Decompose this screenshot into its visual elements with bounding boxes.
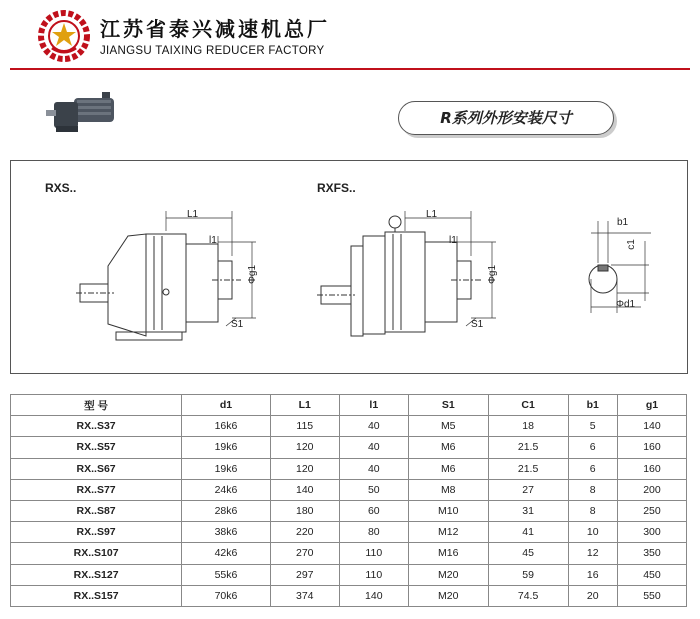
table-cell: RX..S67 <box>11 458 182 479</box>
table-cell: 300 <box>617 522 686 543</box>
table-cell: 6 <box>568 437 617 458</box>
company-name-cn: 江苏省泰兴减速机总厂 <box>100 17 330 41</box>
table-cell: 120 <box>270 458 339 479</box>
table-cell: 8 <box>568 479 617 500</box>
table-cell: 180 <box>270 500 339 521</box>
table-cell: M6 <box>408 437 488 458</box>
table-cell: 16 <box>568 564 617 585</box>
dim-l1-rxs: l1 <box>209 235 217 246</box>
table-header-row <box>11 395 687 416</box>
table-row <box>11 543 687 564</box>
table-cell: 38k6 <box>182 522 271 543</box>
dimension-drawing-panel <box>10 160 688 374</box>
dim-g1-rxfs: Φg1 <box>487 264 499 285</box>
table-cell: 220 <box>270 522 339 543</box>
table-cell: 140 <box>270 479 339 500</box>
table-cell: 41 <box>488 522 568 543</box>
company-name-en: JIANGSU TAIXING REDUCER FACTORY <box>100 45 325 57</box>
table-cell: M5 <box>408 416 488 437</box>
table-cell: 70k6 <box>182 585 271 606</box>
table-cell: 16k6 <box>182 416 271 437</box>
table-row <box>11 564 687 585</box>
table-cell: 450 <box>617 564 686 585</box>
dim-S1-rxs: S1 <box>231 319 244 330</box>
header-cell: l1 <box>339 395 408 416</box>
table-cell: 28k6 <box>182 500 271 521</box>
table-cell: RX..S87 <box>11 500 182 521</box>
table-cell: 160 <box>617 458 686 479</box>
table-cell: 74.5 <box>488 585 568 606</box>
dim-d1: Φd1 <box>616 299 636 310</box>
table-cell: 12 <box>568 543 617 564</box>
table-cell: 45 <box>488 543 568 564</box>
header-cell: b1 <box>568 395 617 416</box>
table-cell: RX..S37 <box>11 416 182 437</box>
table-cell: 31 <box>488 500 568 521</box>
table-cell: 21.5 <box>488 458 568 479</box>
table-cell: M12 <box>408 522 488 543</box>
table-cell: 40 <box>339 416 408 437</box>
table-row <box>11 522 687 543</box>
dim-L1-rxfs: L1 <box>426 209 438 220</box>
header-divider <box>10 68 690 70</box>
table-row <box>11 500 687 521</box>
table-cell: 8 <box>568 500 617 521</box>
table-cell: 5 <box>568 416 617 437</box>
table-cell: 115 <box>270 416 339 437</box>
table-cell: RX..S157 <box>11 585 182 606</box>
table-cell: 18 <box>488 416 568 437</box>
table-cell: 55k6 <box>182 564 271 585</box>
dimension-table <box>10 394 687 607</box>
table-cell: 297 <box>270 564 339 585</box>
table-cell: 374 <box>270 585 339 606</box>
rxfs-label: RXFS.. <box>317 181 356 195</box>
table-row <box>11 458 687 479</box>
dim-L1-rxs: L1 <box>187 209 199 220</box>
table-cell: 250 <box>617 500 686 521</box>
table-cell: 140 <box>617 416 686 437</box>
table-cell: RX..S127 <box>11 564 182 585</box>
header-cell: S1 <box>408 395 488 416</box>
table-cell: 140 <box>339 585 408 606</box>
header-cell: C1 <box>488 395 568 416</box>
company-logo <box>38 10 90 62</box>
table-cell: 21.5 <box>488 437 568 458</box>
table-cell: 110 <box>339 564 408 585</box>
header-cell: g1 <box>617 395 686 416</box>
table-row <box>11 479 687 500</box>
table-cell: M10 <box>408 500 488 521</box>
table-cell: 42k6 <box>182 543 271 564</box>
table-cell: 20 <box>568 585 617 606</box>
table-cell: 27 <box>488 479 568 500</box>
table-cell: 160 <box>617 437 686 458</box>
table-cell: 120 <box>270 437 339 458</box>
table-cell: 19k6 <box>182 437 271 458</box>
table-row <box>11 437 687 458</box>
table-cell: 350 <box>617 543 686 564</box>
dim-b1: b1 <box>617 217 629 228</box>
table-cell: 50 <box>339 479 408 500</box>
table-cell: 200 <box>617 479 686 500</box>
table-row <box>11 416 687 437</box>
header-cell: L1 <box>270 395 339 416</box>
dim-g1-rxs: Φg1 <box>247 264 259 285</box>
table-cell: 270 <box>270 543 339 564</box>
table-cell: 59 <box>488 564 568 585</box>
dim-S1-rxfs: S1 <box>471 319 484 330</box>
table-cell: 40 <box>339 458 408 479</box>
table-cell: RX..S57 <box>11 437 182 458</box>
table-cell: M16 <box>408 543 488 564</box>
table-cell: 60 <box>339 500 408 521</box>
table-cell: 10 <box>568 522 617 543</box>
gear-motor-image <box>44 90 122 136</box>
table-cell: 24k6 <box>182 479 271 500</box>
table-cell: RX..S77 <box>11 479 182 500</box>
table-cell: RX..S97 <box>11 522 182 543</box>
table-cell: M6 <box>408 458 488 479</box>
header-cell: 型 号 <box>11 395 182 416</box>
table-cell: 19k6 <box>182 458 271 479</box>
table-cell: RX..S107 <box>11 543 182 564</box>
table-cell: 40 <box>339 437 408 458</box>
table-cell: M8 <box>408 479 488 500</box>
rxs-label: RXS.. <box>45 181 77 195</box>
table-cell: M20 <box>408 585 488 606</box>
table-cell: 550 <box>617 585 686 606</box>
table-cell: 6 <box>568 458 617 479</box>
table-cell: 110 <box>339 543 408 564</box>
dim-c1: c1 <box>625 239 637 250</box>
table-cell: M20 <box>408 564 488 585</box>
table-cell: 80 <box>339 522 408 543</box>
dim-l1-rxfs: l1 <box>449 235 457 246</box>
header-cell: d1 <box>182 395 271 416</box>
table-row <box>11 585 687 606</box>
section-title-badge: R系列外形安装尺寸 <box>398 101 614 135</box>
